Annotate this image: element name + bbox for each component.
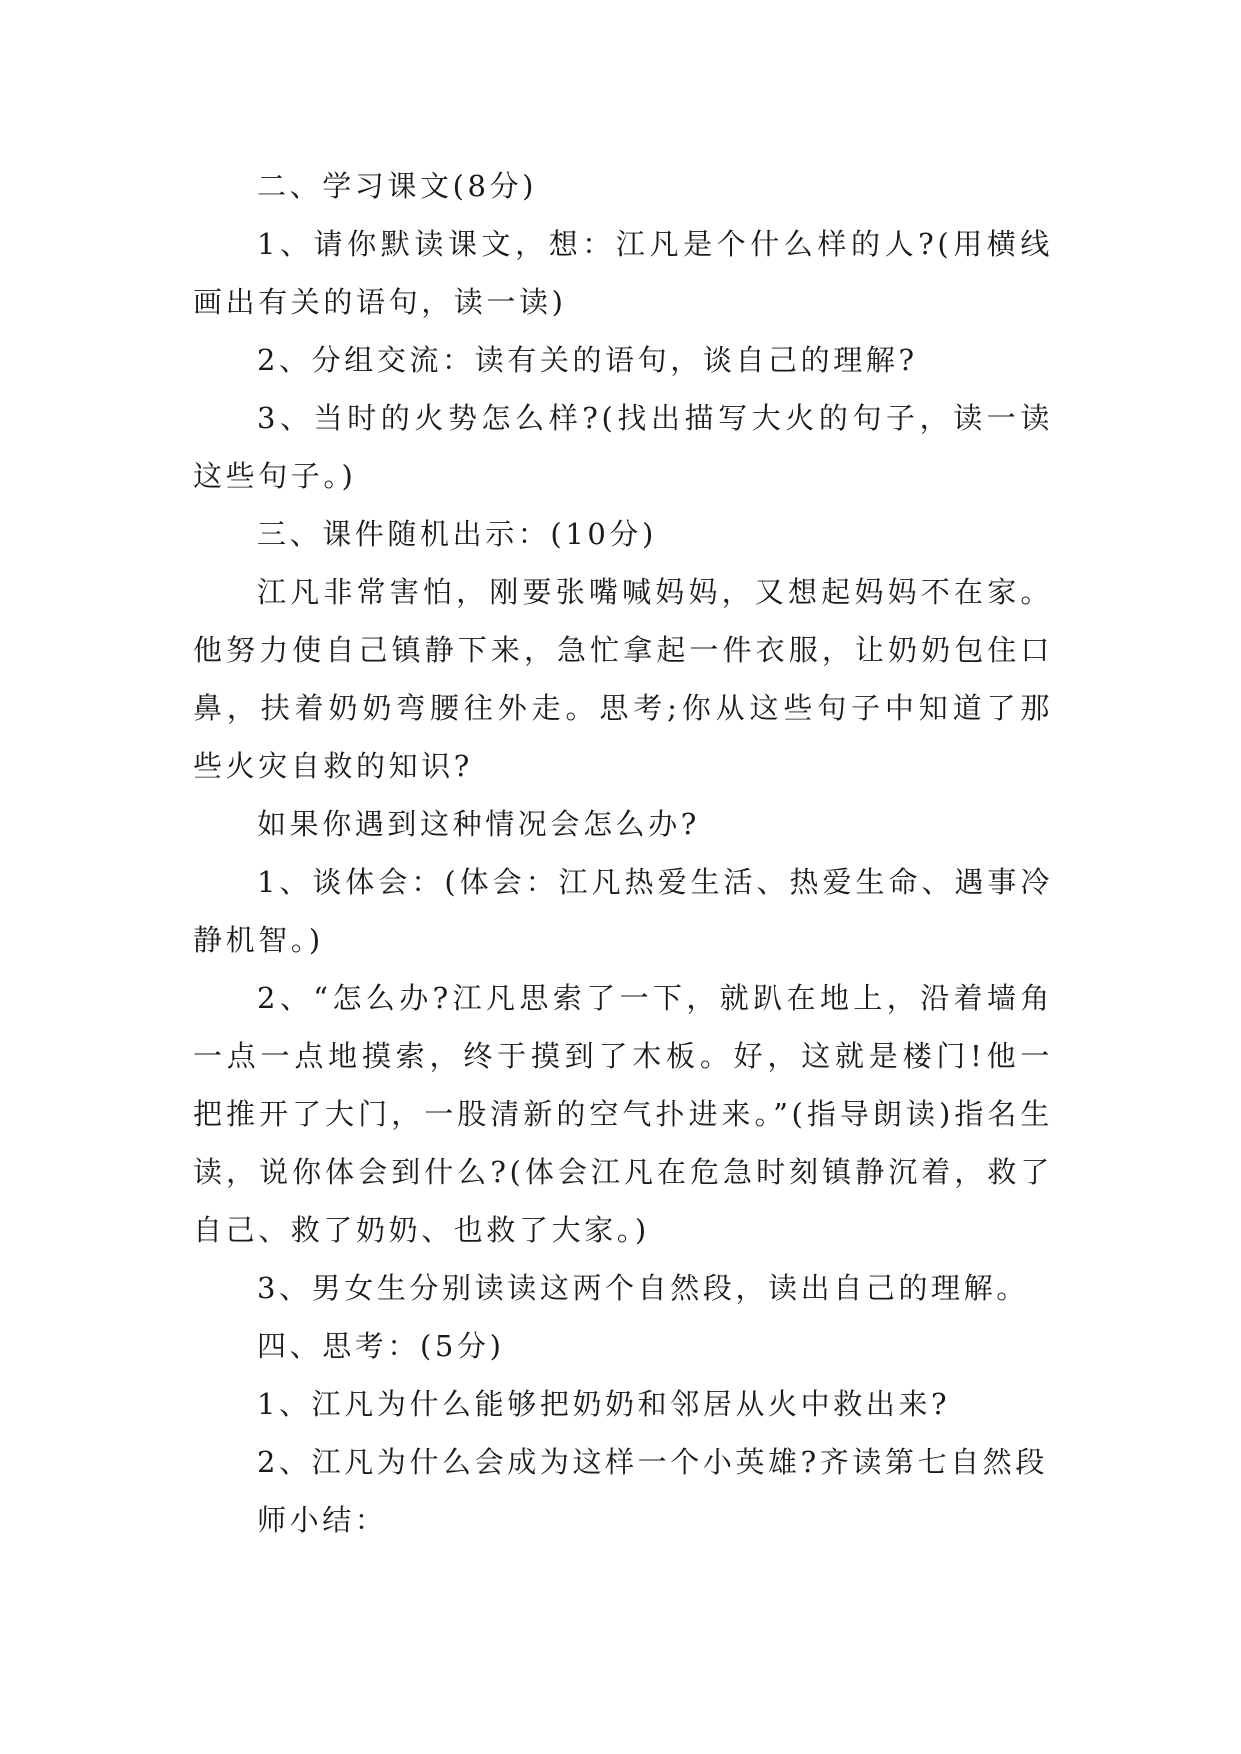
paragraph: 如果你遇到这种情况会怎么办? — [257, 807, 700, 841]
section-heading-study-text: 二、学习课文(8分) — [257, 169, 538, 203]
section-heading-courseware: 三、课件随机出示：(10分) — [257, 517, 657, 551]
paragraph: 1、请你默读课文，想：江凡是个什么样的人?(用横线画出有关的语句，读一读) — [193, 227, 1053, 319]
paragraph: 2、“怎么办?江凡思索了一下，就趴在地上，沿着墙角一点一点地摸索，终于摸到了木板。好，这就是楼门!他一把推开了大门，一股清新的空气扑进来。”(指导朗读)指名生读，说你体会到什么?(体会江凡在危急时刻镇静沉着，救了自己、救了奶奶、也救了大家。) — [193, 981, 1053, 1247]
paragraph: 师小结： — [257, 1503, 388, 1537]
paragraph: 1、谈体会：(体会：江凡热爱生活、热爱生命、遇事冷静机智。) — [193, 865, 1053, 957]
paragraph: 3、男女生分别读读这两个自然段，读出自己的理解。 — [257, 1271, 1029, 1305]
paragraph: 2、分组交流：读有关的语句，谈自己的理解? — [257, 343, 918, 377]
paragraph: 江凡非常害怕，刚要张嘴喊妈妈，又想起妈妈不在家。他努力使自己镇静下来，急忙拿起一件衣服，让奶奶包住口鼻，扶着奶奶弯腰往外走。思考;你从这些句子中知道了那些火灾自救的知识? — [193, 575, 1053, 783]
paragraph: 2、江凡为什么会成为这样一个小英雄?齐读第七自然段 — [257, 1445, 1048, 1479]
paragraph: 1、江凡为什么能够把奶奶和邻居从火中救出来? — [257, 1387, 951, 1421]
paragraph: 3、当时的火势怎么样?(找出描写大火的句子，读一读这些句子。) — [193, 401, 1053, 493]
document-body — [193, 157, 1053, 1549]
section-heading-thinking: 四、思考：(5分) — [257, 1329, 505, 1363]
